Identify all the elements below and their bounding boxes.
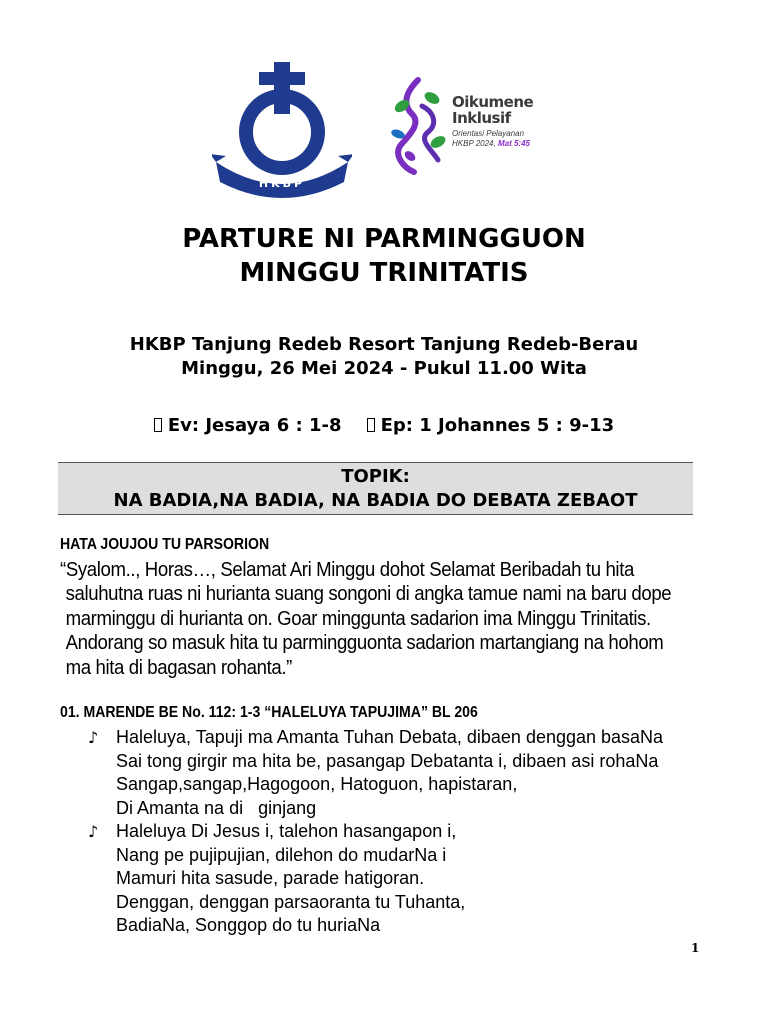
oikumene-year: HKBP 2024, xyxy=(452,139,496,148)
section-heading: HATA JOUJOU TU PARSORION xyxy=(60,536,270,553)
service-date: Minggu, 26 Mei 2024 - Pukul 11.00 Wita xyxy=(181,358,587,379)
hymn-verse xyxy=(88,726,738,820)
church-info xyxy=(0,333,768,381)
page-number: 1 xyxy=(691,941,700,955)
music-note-icon: ♪ xyxy=(88,728,99,747)
oikumene-mark-icon xyxy=(388,76,448,176)
verse-line: Haleluya, Tapuji ma Amanta Tuhan Debata, dibaen denggan basaNa xyxy=(116,727,664,747)
bullet-box-icon xyxy=(154,418,162,432)
verse-line: Denggan, denggan parsaoranta tu Tuhanta, xyxy=(116,891,466,912)
oikumene-tagline: Orientasi Pelayanan xyxy=(452,129,525,138)
topic-text: NA BADIA,NA BADIA, NA BADIA DO DEBATA ZEBAOT xyxy=(113,490,638,511)
verse-line: Di Amanta na di ginjang xyxy=(116,797,317,818)
topic-label: TOPIK: xyxy=(341,466,410,487)
verse-line: Sangap,sangap,Hagogoon, Hatoguon, hapistaran, xyxy=(116,774,518,794)
bullet-box-icon xyxy=(367,418,375,432)
intro-line: “Syalom.., Horas…, Selamat Ari Minggu dohot Selamat Beribadah tu hita xyxy=(60,559,634,581)
logo-header xyxy=(0,58,768,198)
oikumene-line1: Oikumene xyxy=(452,93,534,111)
intro-line: marminggu di hurianta on. Goar mingguntа sadarion ima Minggu Trinitatis. xyxy=(65,607,651,630)
title-line2: MINGGU TRINITATIS xyxy=(239,258,529,288)
oikumene-verse-ref: Mat 5:45 xyxy=(497,139,530,148)
hkbp-logo xyxy=(212,58,352,198)
verse-line: Mamuri hita sasude, parade hatigoran. xyxy=(116,868,425,888)
intro-paragraph xyxy=(60,558,710,680)
oikumene-logo xyxy=(388,76,548,176)
svg-text:HKBP: HKBP xyxy=(258,177,306,190)
title-line1: PARTURE NI PARMINGGUON xyxy=(182,224,586,254)
hymn-verses xyxy=(88,726,738,938)
intro-line: ma hita di bagasan rohanta.” xyxy=(65,656,292,679)
intro-line: saluhutna ruas ni hurianta suang songoni di angka tamue nami na baru dope xyxy=(65,583,672,606)
scripture-readings xyxy=(0,414,768,438)
reading-ev: Ev: Jesaya 6 : 1-8 xyxy=(167,415,342,436)
verse-line: Sai tong girgir ma hita be, pasangap Debatanta i, dibaen asi rohaNa xyxy=(116,750,659,771)
verse-line: Nang pe pujipujian, dilehon do mudarNa i xyxy=(116,844,447,865)
topic-box xyxy=(58,462,693,515)
reading-ep: Ep: 1 Johannes 5 : 9-13 xyxy=(380,415,615,436)
hymn-verse xyxy=(88,820,738,938)
verse-line: BadiaNa, Songgop do tu huriaNa xyxy=(116,915,381,935)
verse-line: Haleluya Di Jesus i, talehon hasangapon i, xyxy=(116,821,457,841)
document-title xyxy=(0,222,768,290)
music-note-icon: ♪ xyxy=(88,822,99,841)
hymn-heading: 01. MARENDE BE No. 112: 1-3 “HALELUYA TAPUJIMA” BL 206 xyxy=(60,704,478,721)
intro-line: Andorang so masuk hita tu parmingguonta sadarion martangiang na hohom xyxy=(65,632,664,655)
oikumene-text xyxy=(452,94,533,149)
oikumene-line2: Inklusif xyxy=(452,109,511,127)
church-name: HKBP Tanjung Redeb Resort Tanjung Redeb-Berau xyxy=(129,334,639,355)
